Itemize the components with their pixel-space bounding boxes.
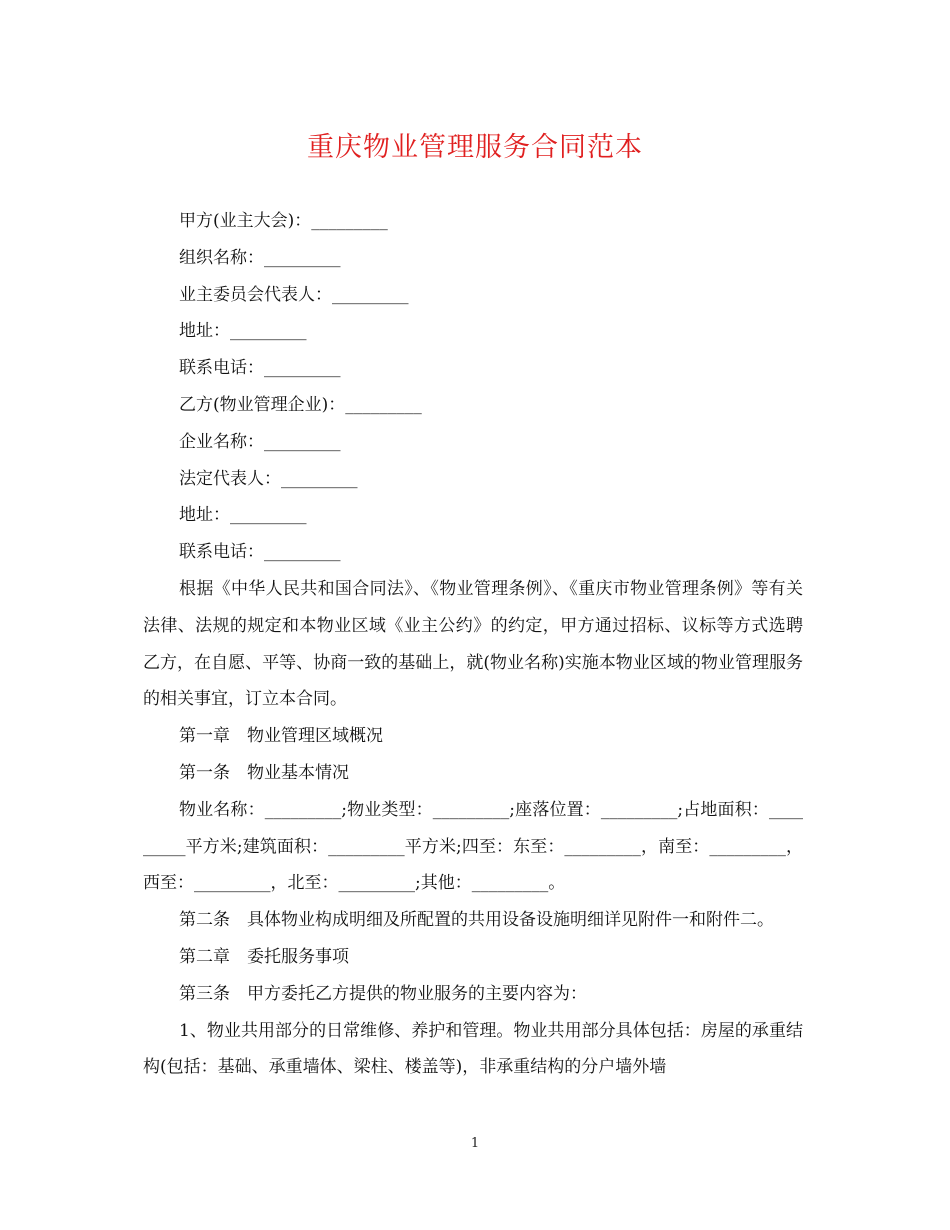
party-b-line: 乙方(物业管理企业)：_________ [179, 394, 422, 415]
party-a-line: 甲方(业主大会)：_________ [179, 211, 388, 231]
item-1-paragraph: 1、物业共用部分的日常维修、养护和管理。物业共用部分具体包括：房屋的承重结构(包括：基础、承重墙体、梁柱、楼盖等)，非承重结构的分户墙外墙 [143, 1020, 803, 1078]
article-3-heading: 第三条 甲方委托乙方提供的物业服务的主要内容为： [179, 983, 587, 1004]
document-title: 重庆物业管理服务合同范本 [307, 132, 643, 163]
chapter-1-heading: 第一章 物业管理区域概况 [179, 726, 383, 747]
committee-representative-line: 业主委员会代表人：_________ [179, 284, 409, 305]
company-name-line: 企业名称：_________ [179, 431, 341, 452]
article-1-detail-paragraph: 物业名称：_________;物业类型：_________;座落位置：_________;占地面积：_________平方米;建筑面积：_________平方米;四至：东至：_________，南至：_________，西至：_________，北至：_________;其他：_________。 [143, 799, 803, 894]
party-b-phone-line: 联系电话：_________ [179, 542, 341, 563]
preamble-paragraph: 根据《中华人民共和国合同法》、《物业管理条例》、《重庆市物业管理条例》等有关法律、法规的规定和本物业区域《业主公约》的约定，甲方通过招标、议标等方式选聘乙方，在自愿、平等、协商一致的基础上，就(物业名称)实施本物业区域的物业管理服务的相关事宜，订立本合同。 [143, 578, 803, 710]
page-number: 1 [470, 1136, 480, 1151]
party-b-address-line: 地址：_________ [179, 505, 307, 526]
legal-representative-line: 法定代表人：_________ [179, 468, 358, 489]
article-1-heading: 第一条 物业基本情况 [179, 762, 349, 783]
party-a-address-line: 地址：_________ [179, 321, 307, 342]
chapter-2-heading: 第二章 委托服务事项 [179, 946, 349, 967]
organization-name-line: 组织名称：_________ [179, 247, 341, 268]
article-2-paragraph: 第二条 具体物业构成明细及所配置的共用设备设施明细详见附件一和附件二。 [179, 910, 774, 931]
document-body [143, 203, 803, 1086]
party-a-phone-line: 联系电话：_________ [179, 358, 341, 379]
